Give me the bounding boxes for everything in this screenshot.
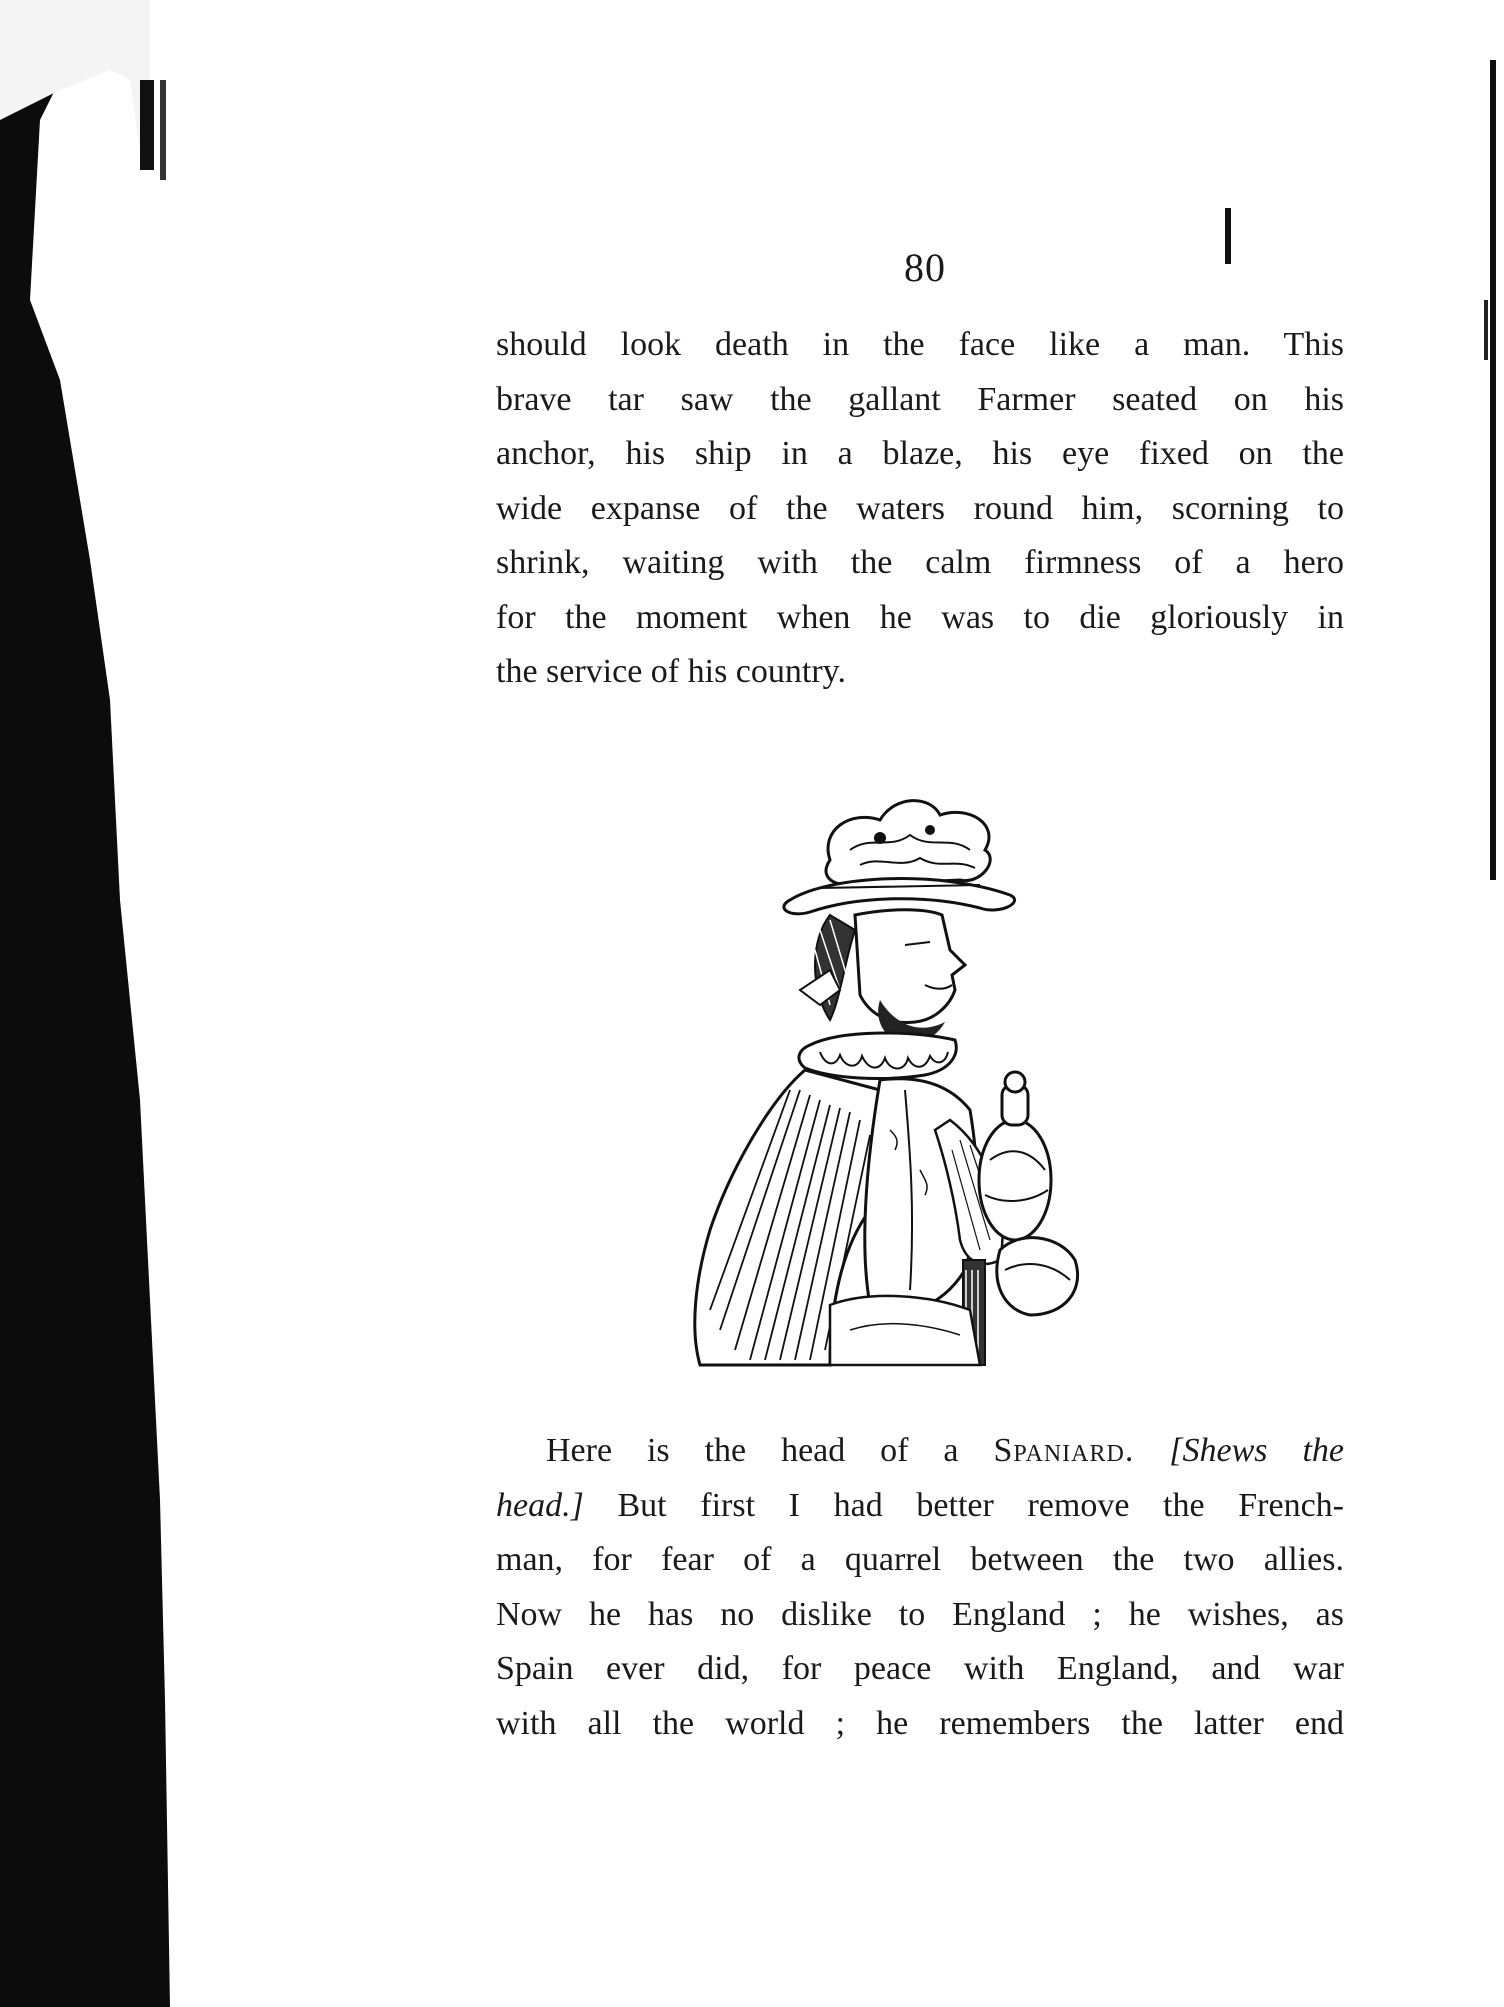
bottom-paragraph (496, 1424, 1344, 1751)
text-line: for the moment when he was to die gloriously in (496, 598, 1344, 636)
text-line (496, 1479, 1344, 1534)
text-line-start: Here is the head of a (546, 1432, 994, 1469)
top-paragraph (496, 318, 1344, 700)
text-line: brave tar saw the gallant Farmer seated on his (496, 380, 1344, 418)
scan-right-edge (1464, 0, 1504, 2007)
text-line: Now he has no dislike to England ; he wishes, as (496, 1595, 1344, 1633)
text-line: man, for fear of a quarrel between the two allies. (496, 1541, 1344, 1578)
stage-direction: [Shews the (1169, 1432, 1344, 1469)
page-number: 80 (904, 245, 946, 290)
text-line: Spain ever did, for peace with England, and war (496, 1650, 1344, 1687)
text-line: shrink, waiting with the calm firmness of a hero (496, 544, 1344, 581)
text-line (496, 1424, 1344, 1479)
text-line: anchor, his ship in a blaze, his eye fixed on the (496, 435, 1344, 472)
stage-direction: head.] (496, 1486, 584, 1524)
text-line: the service of his country. (496, 653, 846, 690)
text-line: wide expanse of the waters round him, scorning to (496, 489, 1344, 527)
scan-binding-edge (0, 0, 180, 2007)
spaniard-name: Spaniard. (993, 1432, 1135, 1469)
text-line: should look death in the face like a man. This (496, 326, 1344, 363)
text-line: with all the world ; he remembers the latter end (496, 1704, 1344, 1742)
text-line-rest: But first I had better remove the French- (583, 1486, 1344, 1524)
spaniard-illustration (680, 790, 1100, 1370)
